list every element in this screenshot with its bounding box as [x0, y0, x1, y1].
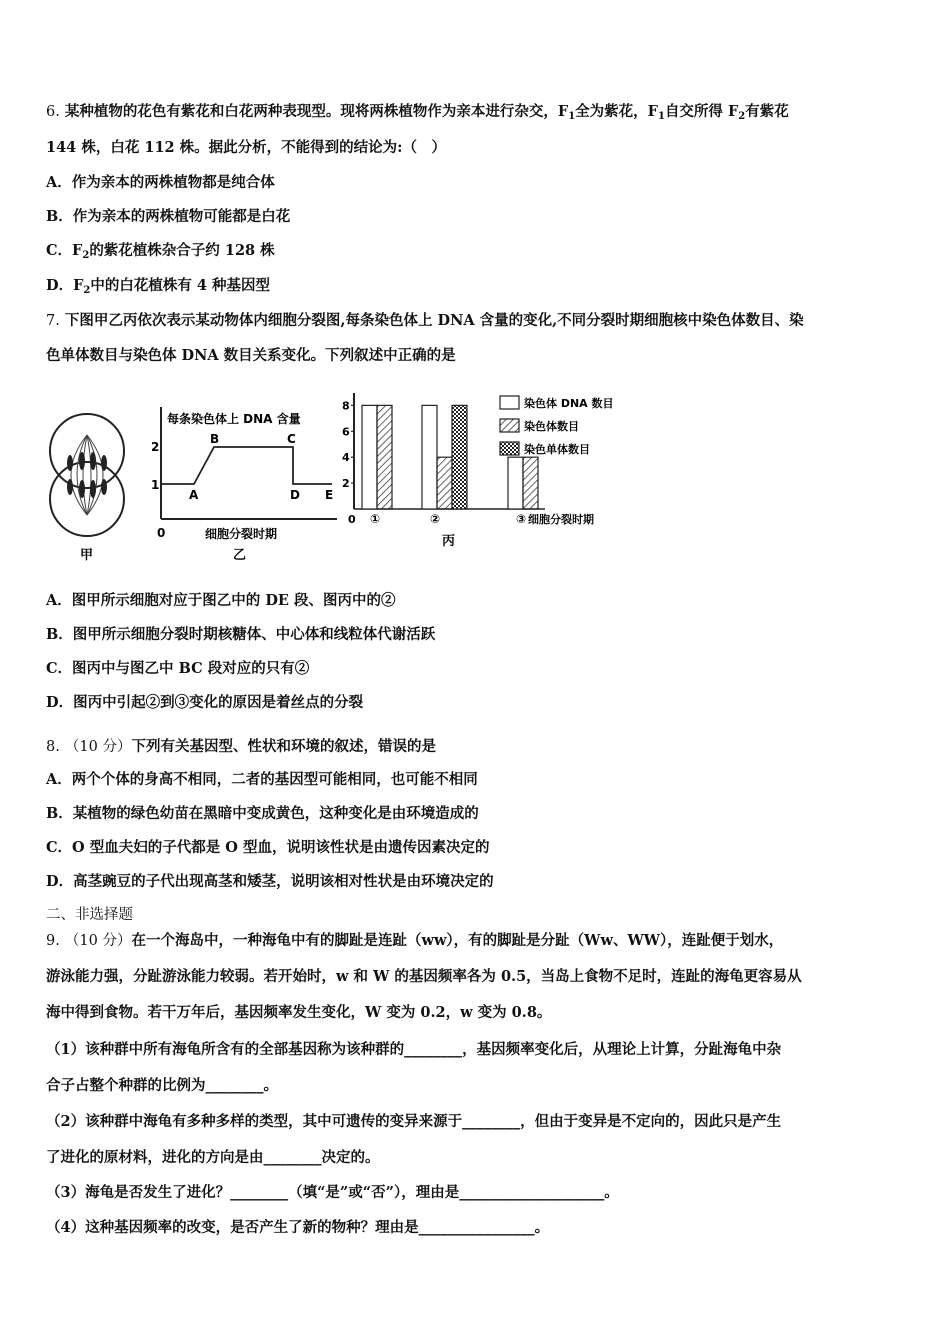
- point-label-e: E: [325, 488, 334, 502]
- bar-hatch-cat2: [437, 457, 452, 509]
- bar-blank-cat1: [362, 405, 377, 509]
- option-text: F: [73, 277, 84, 294]
- q6-stem-part-a: 某种植物的花色有紫花和白花两种表现型。现将两株植物作为亲本进行杂交，F: [64, 103, 569, 120]
- option-text-rest: 中的白花植株有 4 种基因型: [90, 277, 271, 294]
- bar-y-tick-label: 6: [342, 425, 350, 439]
- legend-label: 染色单体数目: [524, 443, 590, 456]
- bar-hatch-cat1: [377, 405, 392, 509]
- bar-blank-cat2: [422, 405, 437, 509]
- point-label-a: A: [189, 488, 199, 502]
- q8-line1: [46, 737, 436, 757]
- q6-stem-part-c: 自交所得 F: [664, 103, 739, 120]
- option-text-rest: 的紫花植株杂合子约 128 株: [89, 242, 275, 259]
- q8-stem-text: 下列有关基因型、性状和环境的叙述，错误的是: [131, 738, 436, 755]
- grouped-bar-chart: [342, 393, 614, 549]
- subscript: 1: [657, 111, 665, 122]
- bar-category-label: ①: [370, 512, 381, 526]
- q6-number: 6.: [46, 104, 60, 120]
- option-text: O 型血夫妇的子代都是 O 型血，说明该性状是由遗传因素决定的: [72, 839, 490, 856]
- option-label: C．: [46, 660, 73, 677]
- subscript: 2: [82, 250, 90, 261]
- option-text: 图丙中与图乙中 BC 段对应的只有②: [72, 660, 310, 677]
- option-label: A．: [46, 174, 72, 191]
- option-text: F: [72, 242, 83, 259]
- bar-y-tick-label: 8: [342, 399, 350, 413]
- q9-sub3: （3）海龟是否发生了进化？________（填“是”或“否”），理由是____________________。: [46, 1184, 619, 1201]
- q9-line3: 海中得到食物。若干万年后，基因频率发生变化，W 变为 0.2，w 变为 0.8。: [46, 1004, 552, 1021]
- bar-checker-cat2: [452, 405, 467, 509]
- q7-line1: [46, 311, 804, 331]
- q7-figure: [40, 383, 640, 573]
- line-chart-title: 每条染色体上 DNA 含量: [167, 412, 301, 426]
- bar-blank-cat3: [508, 457, 523, 509]
- q8-option-a: [46, 770, 478, 790]
- q8-option-b: [46, 804, 479, 824]
- option-label: B．: [46, 208, 73, 225]
- bar-hatch-cat3: [523, 457, 538, 509]
- diagram-caption-yi: 乙: [233, 548, 247, 563]
- q7-option-a: [46, 591, 396, 611]
- option-text: 两个个体的身高不相同，二者的基因型可能相同，也可能不相同: [71, 771, 478, 788]
- q9-sub1-line1: （1）该种群中所有海龟所含有的全部基因称为该种群的________，基因频率变化后，从理论上计算，分趾海龟中杂: [46, 1041, 782, 1058]
- dna-content-line: [161, 447, 332, 484]
- q7-number: 7.: [46, 313, 60, 329]
- q9-line1: [46, 931, 783, 951]
- bar-y-tick-label: 2: [342, 477, 350, 491]
- option-label: A．: [46, 771, 72, 788]
- legend-swatch-blank: [500, 396, 519, 409]
- cell-division-diagram: [50, 414, 124, 563]
- q6-stem-part-b: 全为紫花，F: [575, 103, 658, 120]
- option-text: 图丙中引起②到③变化的原因是着丝点的分裂: [73, 694, 364, 711]
- legend-swatch-checker: [500, 442, 519, 455]
- bar-category-label: ②: [430, 512, 441, 526]
- q7-line2: 色单体数目与染色体 DNA 数目关系变化。下列叙述中正确的是: [46, 347, 456, 364]
- q9-stem-text: 在一个海岛中，一种海龟中有的脚趾是连趾（ww），有的脚趾是分趾（Ww、WW），连趾便于划水，: [131, 932, 784, 949]
- q9-sub2-line1: （2）该种群中海龟有多种多样的类型，其中可遗传的变异来源于________，但由于变异是不定向的，因此只是产生: [46, 1113, 782, 1130]
- q7-stem-text: 下图甲乙丙依次表示某动物体内细胞分裂图,每条染色体上 DNA 含量的变化,不同分裂时期细胞核中染色体数目、染: [64, 312, 804, 329]
- dna-content-line-chart: [151, 407, 337, 563]
- q7-option-d: [46, 693, 363, 713]
- q6-option-a: [46, 173, 275, 193]
- q9-sub1-line2: 合子占整个种群的比例为________。: [46, 1077, 278, 1094]
- legend-swatch-hatch: [500, 419, 519, 432]
- q7-option-c: [46, 659, 309, 679]
- option-label: B．: [46, 805, 73, 822]
- q6-line1: [46, 102, 789, 127]
- q9-score: （10 分）: [64, 933, 132, 949]
- option-label: C．: [46, 839, 73, 856]
- option-text: 作为亲本的两株植物都是纯合体: [71, 174, 275, 191]
- bar-origin-label: 0: [348, 513, 356, 526]
- option-text: 图甲所示细胞分裂时期核糖体、中心体和线粒体代谢活跃: [72, 626, 436, 643]
- q8-option-c: [46, 838, 489, 858]
- subscript: 2: [83, 285, 91, 296]
- option-text: 高茎豌豆的子代出现高茎和矮茎，说明该相对性状是由环境决定的: [73, 873, 494, 890]
- y-tick-label: 2: [151, 440, 160, 454]
- q6-option-d: [46, 276, 270, 301]
- diagram-caption-bing: 丙: [442, 534, 456, 549]
- option-label: D．: [46, 694, 74, 711]
- option-label: B．: [46, 626, 73, 643]
- q6-stem-part-d: 有紫花: [745, 103, 789, 120]
- x-axis-label: 细胞分裂时期: [205, 527, 278, 541]
- subscript: 2: [738, 111, 746, 122]
- option-label: D．: [46, 873, 74, 890]
- q7-option-b: [46, 625, 435, 645]
- option-text: 作为亲本的两株植物可能都是白花: [72, 208, 291, 225]
- bar-x-axis-label: 细胞分裂时期: [528, 513, 594, 526]
- q9-number: 9.: [46, 933, 60, 949]
- option-label: C．: [46, 242, 73, 259]
- q9-line2: 游泳能力强，分趾游泳能力较弱。若开始时，w 和 W 的基因频率各为 0.5，当岛上食物不足时，连趾的海龟更容易从: [46, 968, 802, 985]
- q8-option-d: [46, 872, 494, 892]
- q8-number: 8.: [46, 739, 60, 755]
- option-text: 某植物的绿色幼苗在黑暗中变成黄色，这种变化是由环境造成的: [72, 805, 479, 822]
- y-tick-label: 1: [151, 478, 160, 492]
- origin-label: 0: [157, 526, 166, 540]
- legend-label: 染色体数目: [524, 420, 579, 433]
- bar-y-tick-label: 4: [342, 451, 350, 465]
- q6-option-b: [46, 207, 290, 227]
- point-label-c: C: [287, 432, 296, 446]
- point-label-b: B: [210, 432, 220, 446]
- q6-line2: 144 株，白花 112 株。据此分析，不能得到的结论为:（ ）: [46, 139, 447, 156]
- option-label: D．: [46, 277, 74, 294]
- point-label-d: D: [290, 488, 300, 502]
- q9-sub2-line2: 了进化的原材料，进化的方向是由________决定的。: [46, 1149, 380, 1166]
- q6-option-c: [46, 241, 275, 266]
- option-label: A．: [46, 592, 72, 609]
- q9-sub4: （4）这种基因频率的改变，是否产生了新的物种？理由是________________。: [46, 1219, 550, 1236]
- q7-figure-svg: [40, 383, 640, 573]
- q8-score: （10 分）: [64, 739, 132, 755]
- legend-label: 染色体 DNA 数目: [524, 397, 614, 410]
- bar-category-label: ③: [516, 512, 527, 526]
- diagram-caption-jia: 甲: [80, 548, 94, 563]
- option-text: 图甲所示细胞对应于图乙中的 DE 段、图丙中的②: [71, 592, 396, 609]
- section-heading: 二、非选择题: [46, 907, 133, 923]
- subscript: 1: [568, 111, 576, 122]
